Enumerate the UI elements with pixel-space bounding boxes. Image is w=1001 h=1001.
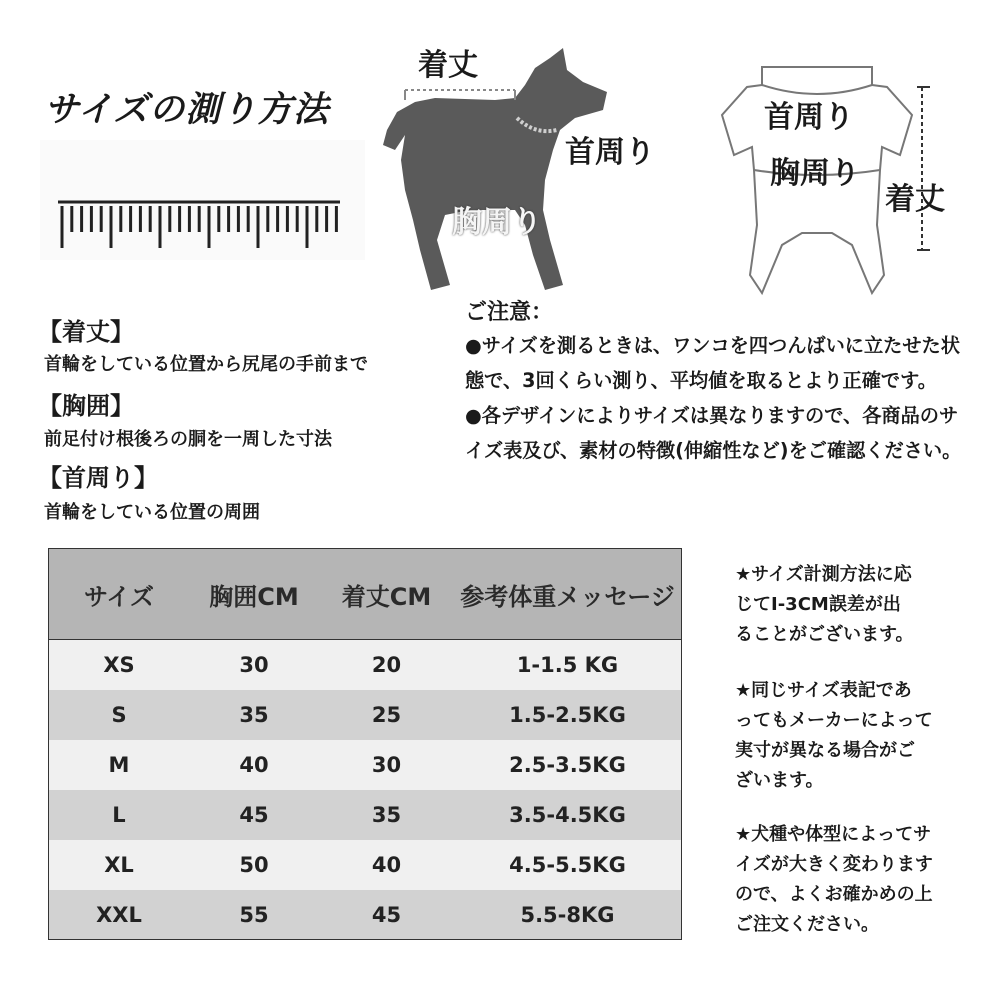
definition-neck-text: 首輪をしている位置の周囲 <box>44 502 260 523</box>
cell-length: 40 <box>319 840 454 890</box>
table-row <box>49 790 681 840</box>
dog-length-label: 着丈 <box>418 48 478 83</box>
notes-section <box>465 295 975 468</box>
cell-chest: 35 <box>189 690 319 740</box>
cell-size: S <box>49 690 189 740</box>
note-item: ●サイズを測るときは、ワンコを四つんばいに立たせた状態で、3回くらい測り、平均値を取るとより正確です。 <box>465 334 960 392</box>
definition-chest-heading: 【胸囲】 <box>38 392 134 420</box>
cell-weight: 1-1.5 KG <box>454 640 681 691</box>
cell-size: L <box>49 790 189 840</box>
table-row <box>49 840 681 890</box>
ruler-icon <box>40 140 365 260</box>
side-note-breed: ★犬種や体型によってサ イズが大きく変わります ので、よくお確かめの上 ご注文ください。 <box>735 824 933 935</box>
cell-chest: 50 <box>189 840 319 890</box>
header-length: 着丈CM <box>319 549 454 640</box>
cell-chest: 40 <box>189 740 319 790</box>
table-row <box>49 640 681 691</box>
cell-weight: 4.5-5.5KG <box>454 840 681 890</box>
table-row <box>49 690 681 740</box>
measurement-ruler <box>40 140 365 260</box>
table-row <box>49 890 681 940</box>
cell-size: XS <box>49 640 189 691</box>
side-note-error: ★サイズ計測方法に応 じてI-3CM誤差が出 ることがございます。 <box>735 564 914 645</box>
cell-length: 35 <box>319 790 454 840</box>
cell-length: 30 <box>319 740 454 790</box>
side-note-maker: ★同じサイズ表記であ ってもメーカーによって 実寸が異なる場合がご ざいます。 <box>735 680 933 791</box>
cell-chest: 55 <box>189 890 319 940</box>
garment-neck-label: 首周り <box>764 100 854 135</box>
notes-title: ご注意： <box>465 300 554 325</box>
cell-weight: 1.5-2.5KG <box>454 690 681 740</box>
header-size: サイズ <box>49 549 189 640</box>
cell-chest: 30 <box>189 640 319 691</box>
cell-size: M <box>49 740 189 790</box>
header-weight: 参考体重メッセージ <box>454 549 681 640</box>
cell-size: XL <box>49 840 189 890</box>
cell-weight: 3.5-4.5KG <box>454 790 681 840</box>
definition-chest-text: 前足付け根後ろの胴を一周した寸法 <box>44 429 332 450</box>
table-row <box>49 740 681 790</box>
cell-length: 45 <box>319 890 454 940</box>
table-header-row <box>49 549 681 640</box>
garment-length-label: 着丈 <box>885 182 945 217</box>
dog-neck-label: 首周り <box>565 135 655 170</box>
cell-length: 20 <box>319 640 454 691</box>
page-title: サイズの測り方法 <box>44 90 330 130</box>
definition-length-text: 首輪をしている位置から尻尾の手前まで <box>44 354 368 375</box>
cell-weight: 5.5-8KG <box>454 890 681 940</box>
definition-length-heading: 【着丈】 <box>38 318 134 346</box>
dog-chest-label: 胸周り <box>452 205 542 240</box>
header-chest: 胸囲CM <box>189 549 319 640</box>
cell-chest: 45 <box>189 790 319 840</box>
cell-size: XXL <box>49 890 189 940</box>
cell-weight: 2.5-3.5KG <box>454 740 681 790</box>
garment-chest-label: 胸周り <box>770 156 860 191</box>
size-table <box>48 548 682 940</box>
definition-neck-heading: 【首周り】 <box>38 464 158 492</box>
note-item: ●各デザインによりサイズは異なりますので、各商品のサイズ表及び、素材の特徴(伸縮性など)をご確認ください。 <box>465 404 962 462</box>
cell-length: 25 <box>319 690 454 740</box>
